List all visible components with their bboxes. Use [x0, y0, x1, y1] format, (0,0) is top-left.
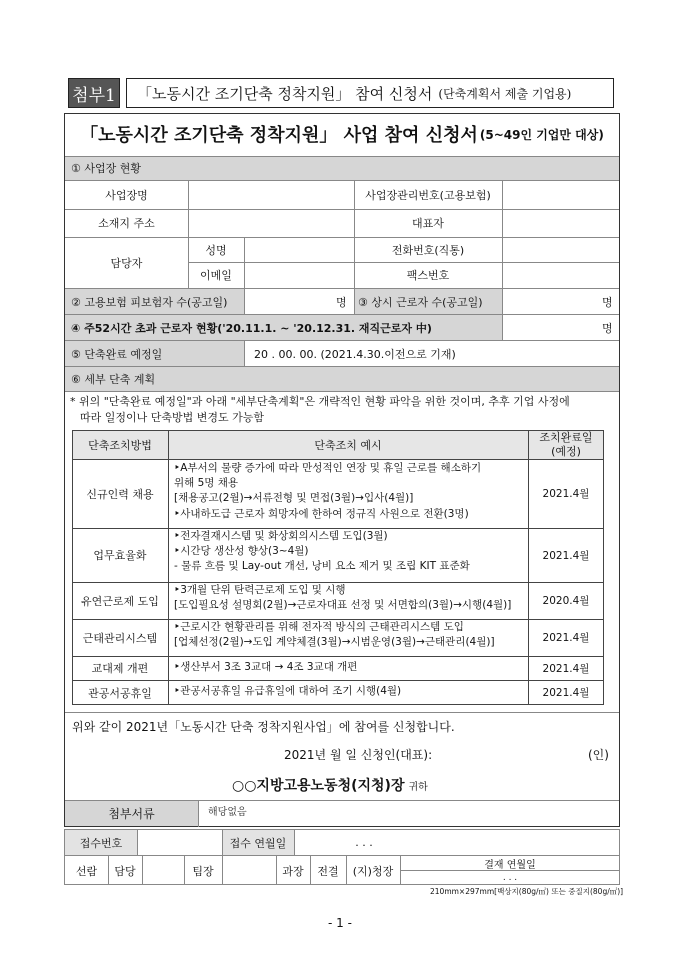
recipient-office-suffix: 귀하 — [408, 782, 428, 793]
staff-label: 담당 — [114, 864, 136, 878]
section4-unit: 명 — [602, 322, 613, 335]
plan-row-method: 유연근로제 도입 — [81, 594, 159, 608]
fax-input[interactable] — [502, 262, 619, 288]
section6-note-line2: 따라 일정이나 단축방법 변경도 가능함 — [80, 410, 265, 424]
plan-row-method: 업무효율화 — [93, 549, 147, 562]
approval-date-label: 결재 연월일 — [484, 859, 536, 871]
name-input[interactable] — [244, 237, 354, 262]
plan-row-date: 2021.4월 — [542, 632, 590, 644]
plan-row-date: 2021.4월 — [542, 662, 590, 675]
receipt-date-value: . . . — [355, 836, 373, 849]
name-label: 성명 — [205, 243, 227, 257]
section1-label: ① 사업장 현황 — [71, 162, 141, 175]
approval-date-value: . . . — [502, 872, 518, 883]
phone-input[interactable] — [502, 237, 619, 262]
section2-label: ② 고용보험 피보험자 수(공고일) — [71, 295, 228, 309]
section6-note-line1: * 위의 "단축완료 예정일"과 아래 "세부단축계획"은 개략적인 현황 파악을 위한 것이며, 추후 기업 사정에 — [70, 395, 570, 408]
attachment-label: 첨부서류 — [108, 807, 155, 821]
address-input[interactable] — [188, 209, 354, 237]
team-leader-label: 팀장 — [192, 864, 214, 878]
receipt-date-label: 접수 연월일 — [229, 836, 287, 850]
plan-row-method: 근태관리시스템 — [82, 631, 158, 645]
company-name-label: 사업장명 — [105, 188, 148, 202]
col-date-header-line2: (예정) — [551, 444, 581, 458]
fax-label: 팩스번호 — [406, 269, 450, 282]
declaration-text: 위와 같이 2021년「노동시간 단축 정착지원사업」에 참여를 신청합니다. — [72, 720, 455, 734]
section3-label: ③ 상시 근로자 수(공고일) — [358, 295, 483, 309]
company-name-input[interactable] — [188, 180, 354, 209]
form-title — [64, 113, 620, 155]
receipt-no-label: 접수번호 — [79, 836, 123, 850]
section2-unit: 명 — [336, 296, 347, 309]
header-title-note: (단축계획서 제출 기업용) — [438, 86, 572, 101]
plan-row-example: ‣관공서공휴일 유급휴일에 대하여 조기 시행(4월) — [174, 685, 402, 697]
declaration-date-line: 2021년 월 일 신청인(대표): — [284, 748, 433, 762]
section6-note — [70, 394, 618, 426]
contact-label: 담당자 — [110, 256, 143, 270]
header-title-text: 「노동시간 조기단축 정착지원」 참여 신청서 — [137, 84, 433, 103]
recipient-office — [232, 775, 428, 795]
form-title-main: 「노동시간 조기단축 정착지원」 사업 참여 신청서 — [80, 125, 478, 146]
plan-row-method: 관공서공휴일 — [88, 686, 152, 700]
header-title — [126, 78, 614, 108]
section4-label: ④ 주52시간 초과 근로자 현황('20.11.1. ~ '20.12.31. 재직근로자 中) — [71, 321, 432, 335]
recipient-office-name: ○○지방고용노동청(지청)장 — [232, 778, 405, 794]
form-title-sub: (5~49인 기업만 대상) — [479, 127, 604, 142]
mgmt-no-label: 사업장관리번호(고용보험) — [365, 188, 491, 202]
plan-row-method: 신규인력 채용 — [86, 487, 154, 501]
approval-label: 전결 — [317, 864, 339, 878]
review-label: 선람 — [75, 864, 98, 878]
page-number: - 1 - — [328, 916, 352, 930]
col-date-header-line1: 조치완료일 — [539, 430, 593, 444]
plan-row-example: ‣3개월 단위 탄력근로제 도입 및 시행 [도입필요성 설명회(2월)→근로자대표 선정 및 서면합의(3월)→시행(4월)] — [174, 584, 512, 612]
section5-label: ⑤ 단축완료 예정일 — [71, 347, 163, 361]
plan-row-example: ‣근로시간 현황관리를 위해 전자적 방식의 근태관리시스템 도입 [업체선정(2월)→도입 계약체결(3월)→시범운영(3월)→근태관리(4월)] — [174, 621, 495, 649]
head-label: (지)청장 — [352, 864, 394, 878]
col-method-header: 단축조치방법 — [88, 438, 152, 452]
ceo-label: 대표자 — [412, 217, 444, 230]
plan-row-date: 2021.4월 — [542, 549, 590, 562]
plan-row-date: 2021.4월 — [542, 687, 590, 699]
email-input[interactable] — [244, 262, 354, 288]
seal-mark: (인) — [588, 748, 609, 762]
phone-label: 전화번호(직통) — [391, 243, 465, 257]
completion-date-input[interactable]: 20 . 00. 00. (2021.4.30.이전으로 기재) — [254, 348, 456, 361]
plan-row-method: 교대제 개편 — [91, 662, 149, 675]
col-date-header — [528, 430, 604, 459]
plan-row-example: ‣전자결재시스템 및 화상회의시스템 도입(3월) ‣시간당 생산성 향상(3~4월) - 물류 흐름 및 Lay-out 개선, 낭비 요소 제거 및 조립 KIT 표준화 — [174, 530, 470, 573]
ceo-input[interactable] — [502, 209, 619, 237]
address-label: 소재지 주소 — [98, 217, 155, 230]
plan-row-example: ‣생산부서 3조 3교대 → 4조 3교대 개편 — [174, 661, 358, 673]
attachment-value: 해당없음 — [208, 807, 247, 818]
section3-unit: 명 — [602, 296, 613, 309]
plan-row-example: ‣A부서의 물량 증가에 따라 만성적인 연장 및 휴일 근로를 해소하기 위해 5명 채용 [채용공고(2월)→서류전형 및 면접(3월)→입사(4월)] ‣사내하도급 근로자 희망자에 한하여 정규직 사원으로 전환(3명) — [174, 462, 482, 520]
email-label: 이메일 — [200, 269, 232, 282]
attachment-badge: 첨부1 — [68, 78, 120, 108]
mgmt-no-input[interactable] — [502, 180, 619, 209]
paper-spec-footnote: 210mm×297mm[백상지(80g/㎡) 또는 중질지(80g/㎡)] — [430, 887, 624, 896]
col-example-header: 단축조치 예시 — [314, 438, 382, 452]
section6-label: ⑥ 세부 단축 계획 — [71, 373, 156, 386]
section-chief-label: 과장 — [282, 864, 304, 878]
plan-row-date: 2020.4월 — [542, 595, 590, 607]
plan-row-date: 2021.4월 — [542, 488, 590, 500]
